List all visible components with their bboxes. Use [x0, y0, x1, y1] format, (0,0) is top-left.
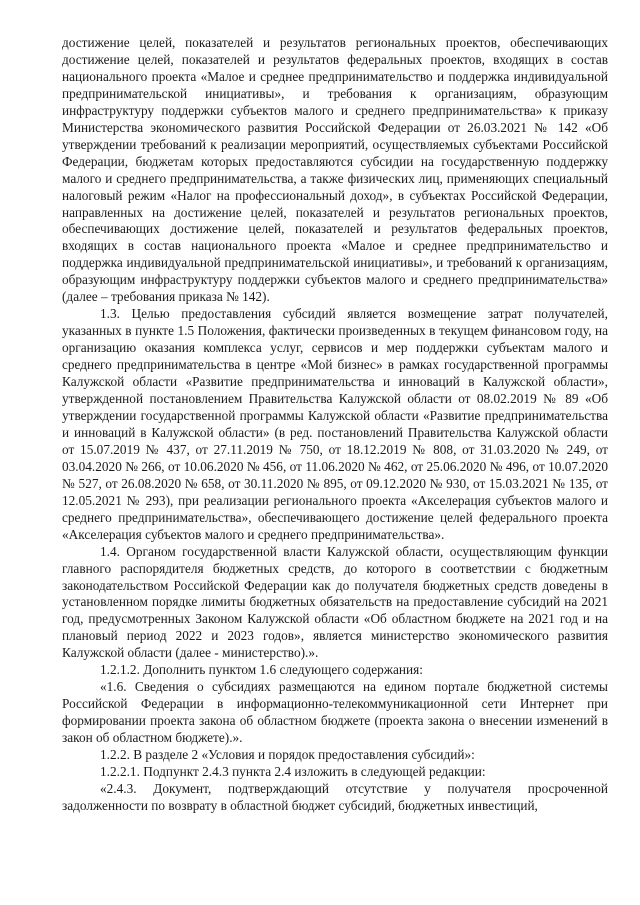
paragraph-1-4: 1.4. Органом государственной власти Калужской области, осуществляющим функции главного распорядителя бюджетных средств, до которого в соответствии с бюджетным законодательством Российской Федерации как до получателя бюджетных средств доведены в установленном порядке лимиты бюджетных обязательств на предоставление субсидий на 2021 год, предусмотренных Законом Калужской области «Об областном бюджете на 2021 год и на плановый период 2022 и 2023 годов», является министерство экономического развития Калужской области (далее - министерство).».: [62, 543, 608, 661]
paragraph-continuation: достижение целей, показателей и результатов региональных проектов, обеспечивающих достижение целей, показателей и результатов федеральных проектов, входящих в состав национального проекта «Малое и среднее предпринимательство и поддержка индивидуальной предпринимательской инициативы», и требования к организациям, образующим инфраструктуру поддержки субъектов малого и среднего предпринимательства» к приказу Министерства экономического развития Российской Федерации от 26.03.2021 № 142 «Об утверждении требований к реализации мероприятий, осуществляемых субъектами Российской Федерации, бюджетам которых предоставляются субсидии на государственную поддержку малого и среднего предпринимательства, а также физических лиц, применяющих специальный налоговый режим «Налог на профессиональный доход», в субъектах Российской Федерации, направленных на достижение целей, показателей и результатов региональных проектов, обеспечивающих достижение целей, показателей и результатов федеральных проектов, входящих в состав национального проекта «Малое и среднее предпринимательство и поддержка индивидуальной предпринимательской инициативы», и требований к организациям, образующим инфраструктуру поддержки субъектов малого и среднего предпринимательства» (далее – требования приказа № 142).: [62, 35, 608, 305]
paragraph-1-6: «1.6. Сведения о субсидиях размещаются на едином портале бюджетной системы Российской Федерации в информационно-телекоммуникационной сети Интернет при формировании проекта закона об областном бюджете (проекта закона о внесении изменений в закон об областном бюджете).».: [62, 679, 608, 746]
paragraph-1-2-2: 1.2.2. В разделе 2 «Условия и порядок предоставления субсидий»:: [100, 747, 475, 763]
paragraph-1-2-1-2: 1.2.1.2. Дополнить пунктом 1.6 следующего содержания:: [100, 662, 423, 678]
paragraph-1-2-2-1: 1.2.2.1. Подпункт 2.4.3 пункта 2.4 изложить в следующей редакции:: [100, 763, 486, 779]
paragraph-2-4-3: «2.4.3. Документ, подтверждающий отсутствие у получателя просроченной задолженности по возврату в областной бюджет субсидий, бюджетных инвестиций,: [62, 780, 608, 813]
paragraph-1-3: 1.3. Целью предоставления субсидий является возмещение затрат получателей, указанных в пункте 1.5 Положения, фактически произведенных в текущем финансовом году, на организацию оказания комплекса услуг, сервисов и мер поддержки субъектам малого и среднего предпринимательства в центре «Мой бизнес» в рамках государственной программы Калужской области «Развитие предпринимательства и инноваций в Калужской области», утвержденной постановлением Правительства Калужской области от 08.02.2019 № 89 «Об утверждении государственной программы Калужской области «Развитие предпринимательства и инноваций в Калужской области» (в ред. постановлений Правительства Калужской области от 15.07.2019 № 437, от 27.11.2019 № 750, от 18.12.2019 № 808, от 31.03.2020 № 249, от 03.04.2020 № 266, от 10.06.2020 № 456, от 11.06.2020 № 462, от 25.06.2020 № 496, от 10.07.2020 № 527, от 26.08.2020 № 658, от 30.11.2020 № 895, от 09.12.2020 № 930, от 15.03.2021 № 135, от 12.05.2021 № 293), при реализации регионального проекта «Акселерация субъектов малого и среднего предпринимательства», обеспечивающего достижение целей федерального проекта «Акселерация субъектов малого и среднего предпринимательства».: [62, 306, 608, 542]
